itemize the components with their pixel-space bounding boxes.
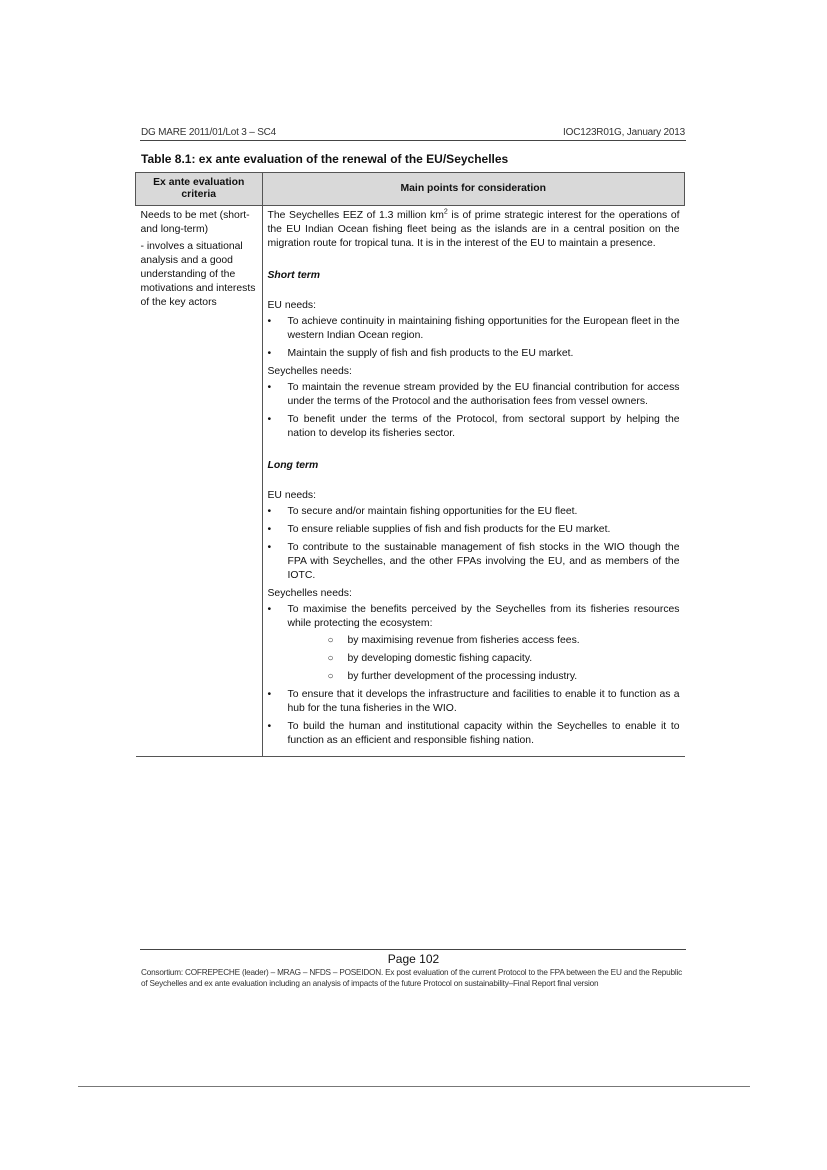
short-sey-label: Seychelles needs: bbox=[267, 366, 352, 377]
sub-list-item: ○ by maximising revenue from fisheries access fees. bbox=[288, 634, 680, 648]
intro-text-b: is of prime strategic interest for the operations of the EU Indian Ocean fishing fleet being as the islands are in a central position on the migration route for tropical tuna. It is in the interest of the EU to maintain a presence. bbox=[267, 210, 680, 249]
list-item: • To secure and/or maintain fishing opportunities for the EU fleet. bbox=[268, 505, 680, 519]
table-header-row bbox=[136, 173, 685, 206]
short-term-heading: Short term bbox=[267, 270, 321, 281]
points-cell bbox=[262, 206, 685, 757]
long-sey-label: Seychelles needs: bbox=[267, 588, 352, 599]
col-header-criteria: Ex ante evaluation criteria bbox=[136, 173, 263, 206]
list-item: • To build the human and institutional capacity within the Seychelles to enable it to function as an efficient and responsible fishing nation. bbox=[268, 720, 680, 748]
criteria-cell bbox=[136, 206, 263, 757]
list-item: • To achieve continuity in maintaining fishing opportunities for the European fleet in the western Indian Ocean region. bbox=[268, 315, 680, 343]
list-item: • To benefit under the terms of the Protocol, from sectoral support by helping the nation to develop its fisheries sector. bbox=[268, 413, 680, 441]
list-item-text: To maximise the benefits perceived by the Seychelles from its fisheries resources while protecting the ecosystem: bbox=[287, 604, 680, 629]
list-item: • To ensure reliable supplies of fish and fish products for the EU market. bbox=[268, 523, 680, 537]
footer-divider bbox=[140, 949, 686, 950]
list-item: • To ensure that it develops the infrastructure and facilities to enable it to function as a hub for the tuna fisheries in the WIO. bbox=[268, 688, 680, 716]
short-eu-label: EU needs: bbox=[267, 300, 317, 311]
list-item: • Maintain the supply of fish and fish products to the EU market. bbox=[268, 347, 680, 361]
long-eu-label: EU needs: bbox=[267, 490, 317, 501]
intro-text-a: The Seychelles EEZ of 1.3 million km bbox=[267, 210, 444, 221]
list-item: • To contribute to the sustainable management of fish stocks in the WIO though the FPA with Seychelles, and the other FPAs involving the EU, and as members of the IOTC. bbox=[268, 541, 680, 583]
page-number: Page 102 bbox=[387, 952, 440, 966]
short-sey-list bbox=[268, 381, 680, 441]
consortium-note: Consortium: COFREPECHE (leader) – MRAG – NFDS – POSEIDON. Ex post evaluation of the current Protocol to the FPA between the EU and the Republic of Seychelles and ex ante evaluation including an analysis of impacts of the future Protocol on sustainability–Final Report final version bbox=[141, 968, 682, 988]
long-sey-list bbox=[268, 603, 680, 748]
header-left: DG MARE 2011/01/Lot 3 – SC4 bbox=[141, 127, 277, 138]
evaluation-table bbox=[135, 172, 685, 757]
long-eu-list bbox=[268, 505, 680, 583]
intro-superscript: 2 bbox=[443, 208, 448, 216]
header-right: IOC123R01G, January 2013 bbox=[563, 127, 685, 138]
table-row bbox=[136, 206, 685, 757]
page-bottom-divider bbox=[78, 1086, 750, 1087]
list-item: • To maintain the revenue stream provided by the EU financial contribution for access under the terms of the Protocol and the authorisation fees from vessel owners. bbox=[268, 381, 680, 409]
intro-paragraph bbox=[268, 209, 680, 251]
long-term-heading: Long term bbox=[267, 460, 319, 471]
header-divider bbox=[140, 140, 686, 141]
short-eu-list bbox=[268, 315, 680, 361]
list-item bbox=[268, 603, 680, 684]
criteria-note: - involves a situational analysis and a good understanding of the motivations and interests of the key actors bbox=[140, 241, 256, 308]
table-title: Table 8.1: ex ante evaluation of the renewal of the EU/Seychelles bbox=[141, 152, 509, 166]
sub-list bbox=[288, 634, 680, 684]
sub-list-item: ○ by developing domestic fishing capacity. bbox=[288, 652, 680, 666]
criteria-title: Needs to be met (short-and long-term) bbox=[140, 210, 250, 235]
col-header-points: Main points for consideration bbox=[262, 173, 685, 206]
sub-list-item: ○ by further development of the processing industry. bbox=[288, 670, 680, 684]
